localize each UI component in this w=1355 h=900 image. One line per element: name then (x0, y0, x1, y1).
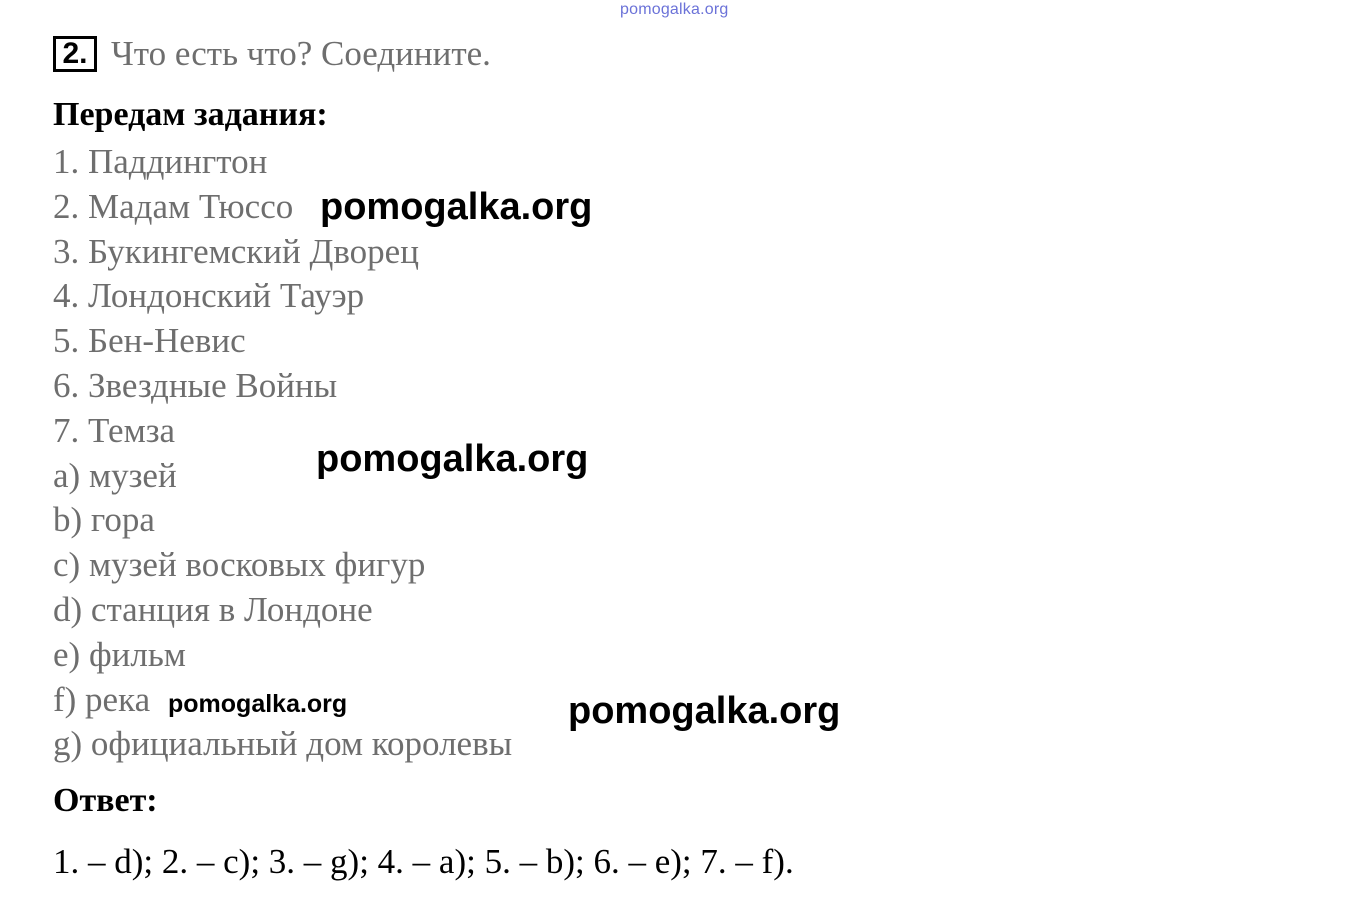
list-item: 4. Лондонский Тауэр (53, 276, 365, 316)
task-number-box: 2. (53, 36, 97, 72)
watermark: pomogalka.org (168, 690, 348, 718)
list-item: a) музей (53, 455, 177, 495)
heading-tasks: Передам задания: (53, 96, 328, 133)
list-item: 5. Бен-Невис (53, 321, 246, 361)
list-item: d) станция в Лондоне (53, 589, 373, 629)
list-item: g) официальный дом королевы (53, 724, 513, 764)
list-item: 6. Звездные Войны (53, 365, 338, 405)
watermark: pomogalka.org (320, 186, 593, 228)
watermark: pomogalka.org (316, 438, 589, 480)
list-item: 3. Букингемский Дворец (53, 231, 419, 271)
task-title: Что есть что? Соедините. (111, 34, 491, 73)
list-item: e) фильм (53, 634, 186, 674)
list-item: c) музей восковых фигур (53, 545, 426, 585)
answer-text: 1. – d); 2. – c); 3. – g); 4. – a); 5. – b); 6. – e); 7. – f). (53, 842, 794, 881)
list-item: f) река (53, 679, 151, 719)
watermark: pomogalka.org (568, 690, 841, 732)
heading-answer: Ответ: (53, 782, 158, 819)
list-item: 2. Мадам Тюссо (53, 186, 294, 226)
list-item: 7. Темза (53, 410, 176, 450)
list-item: 1. Паддингтон (53, 142, 268, 181)
watermark-top: pomogalka.org (620, 1, 729, 18)
task-header (53, 34, 491, 74)
list-item: b) гора (53, 500, 155, 540)
